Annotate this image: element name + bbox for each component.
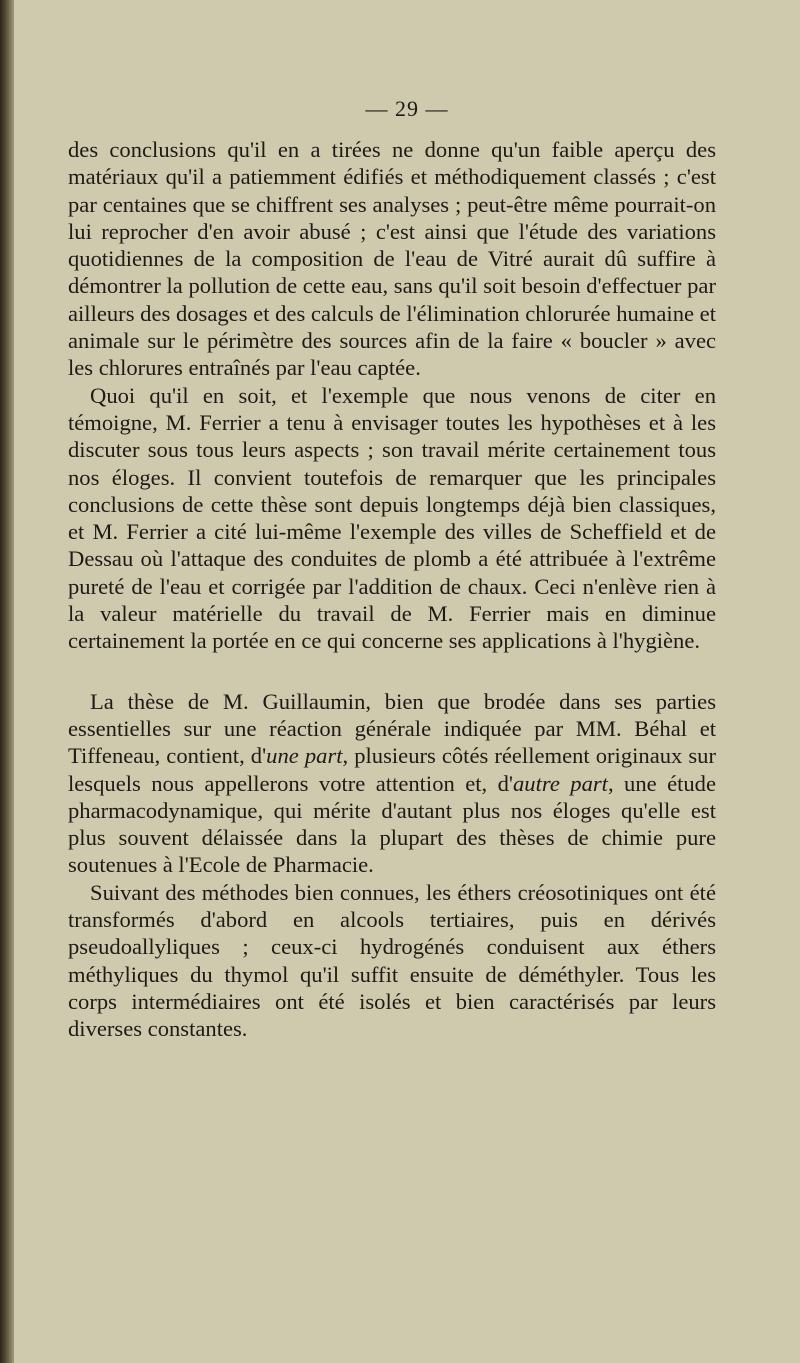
italic-autre-part: autre part <box>513 770 608 796</box>
guillaumin-text-part-1: La thèse de M. Guillaumin, bien que brodée dans ses parties essentielles sur une réaction générale indiquée par MM. Béhal et Tiffeneau, contient, d' <box>68 688 716 769</box>
guillaumin-text-part-3: , une étude pharmacodynamique, qui mérite d'autant plus nos éloges qu'elle est plus souvent délaissée dans la plupart des thèses de chimie pure soutenues à l'Ecole de Pharmacie. <box>68 770 717 878</box>
book-page <box>14 0 800 1363</box>
body-text <box>68 136 716 1043</box>
paragraph-guillaumin-thesis <box>68 688 716 879</box>
book-binding-edge <box>0 0 14 1363</box>
paragraph-methods: Suivant des méthodes bien connues, les éthers créosotiniques ont été transformés d'abord en alcools tertiaires, puis en dérivés pseudoallyliques ; ceux-ci hydrogénés conduisent aux éthers méthyliques du thymol qu'il suffit ensuite de déméthyler. Tous les corps intermédiaires ont été isolés et bien caractérisés par leurs diverses constantes. <box>68 879 716 1042</box>
guillaumin-text-part-2: , plusieurs côtés réellement originaux sur lesquels nous appellerons votre attention et, d' <box>68 743 716 796</box>
italic-une-part: une part <box>266 743 343 769</box>
paragraph-ferrier-conclusions: des conclusions qu'il en a tirées ne donne qu'un faible aperçu des matériaux qu'il a patiemment édifiés et méthodiquement classés ; c'est par centaines que se chiffrent ses analyses ; peut-être même pourrait-on lui reprocher d'en avoir abusé ; c'est ainsi que l'étude des variations quotidiennes de la composition de l'eau de Vitré aurait dû suffire à démontrer la pollution de cette eau, sans qu'il soit besoin d'effectuer par ailleurs des dosages et des calculs de l'élimination chlorurée humaine et animale sur le périmètre des sources afin de la faire « boucler » avec les chlorures entraînés par l'eau captée. <box>68 137 716 381</box>
page-number: — 29 — <box>365 96 449 121</box>
paragraph-ferrier-evaluation: Quoi qu'il en soit, et l'exemple que nous venons de citer en témoigne, M. Ferrier a tenu à envisager toutes les hypothèses et à les discuter sous tous leurs aspects ; son travail mérite certainement tous nos éloges. Il convient toutefois de remarquer que les principales conclusions de cette thèse sont depuis longtemps déjà bien classiques, et M. Ferrier a cité lui-même l'exemple des villes de Scheffield et de Dessau où l'attaque des conduites de plomb a été attribuée à l'extrême pureté de l'eau et corrigée par l'addition de chaux. Ceci n'enlève rien à la valeur matérielle du travail de M. Ferrier mais en diminue certainement la portée en ce qui concerne ses applications à l'hygiène. <box>68 382 716 654</box>
